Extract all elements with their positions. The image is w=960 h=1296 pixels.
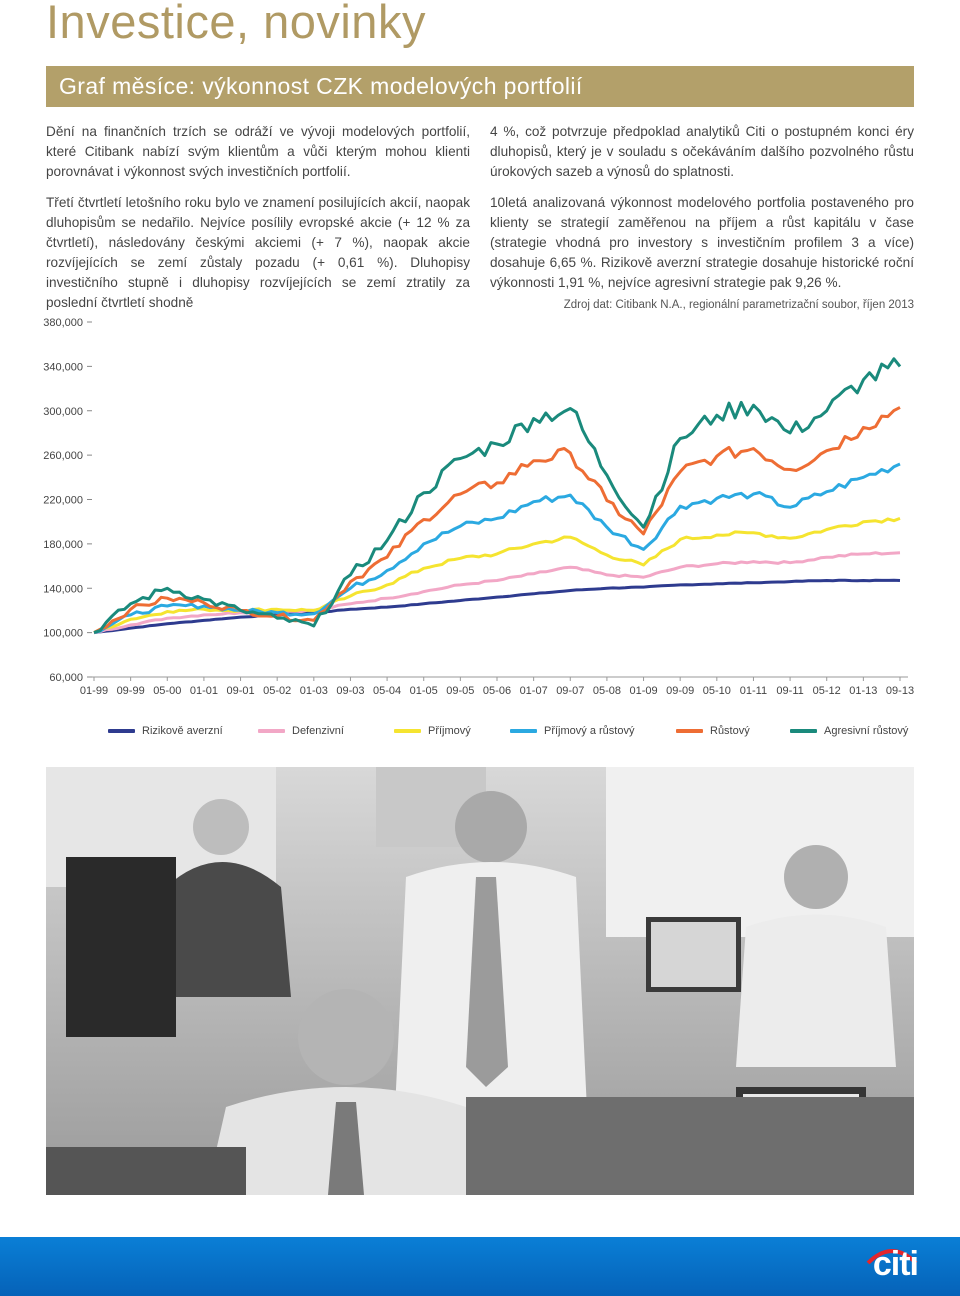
y-tick-label: 220,000 [43, 494, 83, 507]
legend-swatch [676, 729, 703, 733]
article-paragraph: Třetí čtvrtletí letošního roku bylo ve znamení posilujících akcií, naopak dluhopisům se nedařilo. Nejvíce posílily evropské akcie (+ 12 % za čtvrtletí), následovány českými akciemi (+ 7 %), naopak akcie rozvíjejících se zemí zůstaly pozadu (+ 0,61 %). Dluhopisy investičního stupně i dluhopisy rozvíjejících se zemí ztratily za poslední čtvrtletí shodně [46, 195, 470, 310]
x-tick-label: 09-05 [446, 685, 475, 697]
article-left-column [46, 122, 470, 324]
x-tick-label: 01-13 [849, 685, 878, 697]
y-tick-label: 180,000 [43, 538, 83, 551]
x-tick-label: 09-11 [776, 685, 804, 697]
x-tick-label: 09-07 [556, 685, 585, 697]
x-tick-label: 01-07 [519, 685, 548, 697]
x-tick-label: 05-04 [373, 685, 402, 697]
page-title: Investice, novinky [46, 0, 426, 48]
legend-label: Růstový [710, 725, 750, 737]
legend-swatch [258, 729, 285, 733]
y-tick-label: 60,000 [49, 672, 83, 684]
legend-swatch [394, 729, 421, 733]
footer-bar [0, 1237, 960, 1296]
y-tick-label: 260,000 [43, 450, 83, 463]
x-tick-label: 01-99 [79, 685, 109, 697]
office-traders-photo [46, 767, 914, 1195]
chart-source-note: Zdroj dat: Citibank N.A., regionální parametrizační soubor, říjen 2013 [563, 299, 914, 311]
y-tick-label: 140,000 [43, 583, 83, 596]
x-tick-label: 05-06 [482, 685, 512, 697]
y-tick-label: 300,000 [43, 405, 83, 418]
x-tick-label: 01-01 [189, 685, 218, 697]
x-tick-label: 09-03 [336, 685, 365, 697]
chart-legend [108, 723, 908, 739]
x-tick-label: 05-10 [702, 685, 731, 697]
performance-line-chart [0, 300, 960, 720]
y-tick-label: 380,000 [43, 317, 83, 329]
x-tick-label: 05-00 [153, 685, 182, 697]
x-tick-label: 01-11 [739, 685, 768, 697]
x-tick-label: 09-01 [226, 685, 255, 697]
series-line-6 [94, 359, 900, 633]
x-tick-label: 01-05 [409, 685, 438, 697]
x-tick-label: 09-99 [116, 685, 145, 697]
legend-swatch [108, 729, 135, 733]
x-tick-label: 09-13 [885, 685, 915, 697]
article-paragraph: 10letá analizovaná výkonnost modelového portfolia postaveného pro klienty se strategií zaměřenou na příjem a růst kapitálu v čase (strategie vhodná pro investory s investičním profilem 3 a více) dosahuje 6,65 %. Rizikově averzní strategie dosahuje historické roční výkonnosti 1,91 %, nejvíce agresivní strategie pak 9,26 %. [490, 195, 914, 290]
x-tick-label: 09-09 [666, 685, 695, 697]
section-banner: Graf měsíce: výkonnost CZK modelových portfolií [46, 66, 914, 107]
x-tick-label: 01-03 [299, 685, 328, 697]
citi-logo: citi [872, 1245, 918, 1283]
legend-label: Rizikově averzní [142, 725, 223, 737]
article-paragraph: 4 %, což potvrzuje předpoklad analytiků Citi o postupném konci éry dluhopisů, který je v souladu s očekáváním dalšího pozvolného růstu úrokových sazeb a výnosů do splatnosti. [490, 124, 914, 179]
x-tick-label: 01-09 [629, 685, 658, 697]
legend-label: Agresivní růstový [824, 725, 909, 737]
y-tick-label: 100,000 [43, 627, 83, 640]
legend-swatch [510, 729, 537, 733]
x-tick-label: 05-08 [592, 685, 621, 697]
x-tick-label: 05-12 [812, 685, 841, 697]
legend-label: Příjmový [428, 725, 471, 737]
article-right-column [490, 122, 914, 304]
article-paragraph: Dění na finančních trzích se odráží ve vývoji modelových portfolií, které Citibank nabízí svým klientům a vůči kterým mohou klienti porovnávat i výkonnost svých investičních portfolií. [46, 124, 470, 179]
x-tick-label: 05-02 [263, 685, 292, 697]
series-line-5 [94, 407, 900, 632]
y-tick-label: 340,000 [43, 361, 83, 374]
legend-label: Příjmový a růstový [544, 725, 635, 737]
legend-swatch [790, 729, 817, 733]
legend-label: Defenzivní [292, 725, 344, 737]
